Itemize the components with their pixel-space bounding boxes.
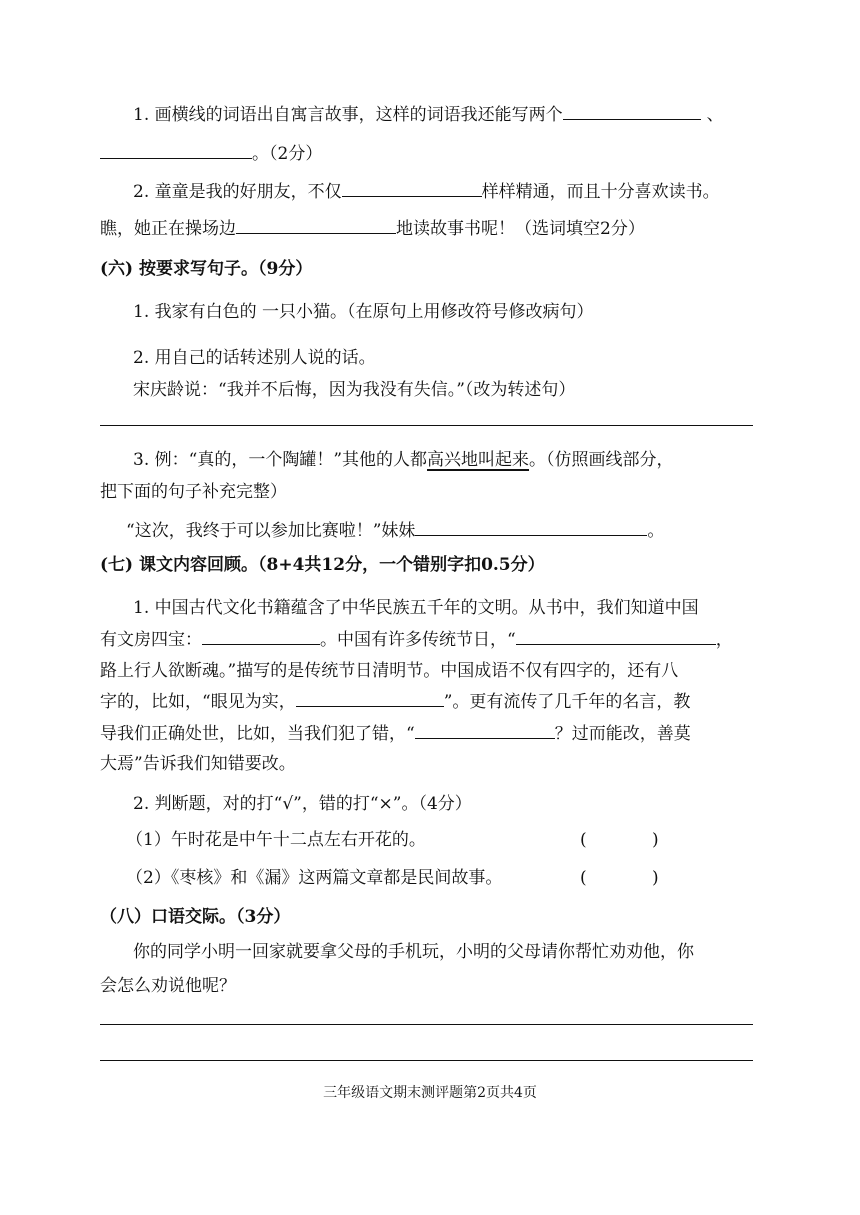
q7-1-l4-b: ”。更有流传了几千年的名言，教 — [443, 692, 691, 712]
answer-blank[interactable] — [100, 142, 252, 159]
q5-1-line1 — [133, 103, 724, 127]
q5-2-text-c: 瞧，她正在操场边 — [100, 219, 236, 239]
q8-line2: 会怎么劝说他呢？ — [100, 976, 236, 996]
q6-2-quote: 宋庆龄说：“我并不后悔，因为我没有失信。”（改为转述句） — [133, 380, 576, 400]
answer-line[interactable] — [100, 1060, 753, 1061]
q5-2-text-b: 样样精通，而且十分喜欢读书。 — [481, 182, 720, 202]
q6-3-suffix: 。（仿照画线部分， — [529, 450, 674, 470]
q5-2-line1 — [133, 180, 720, 204]
q6-3-line3-end: 。 — [647, 521, 665, 541]
section-6-title: (六) 按要求写句子。（9分） — [100, 259, 313, 279]
section-7-title: (七) 课文内容回顾。（8+4共12分，一个错别字扣0.5分） — [100, 555, 545, 575]
q7-1-l5-b: ？过而能改，善莫 — [554, 724, 691, 744]
q6-3-line2: 把下面的句子补充完整） — [100, 482, 287, 502]
q7-1-line3: 路上行人欲断魂。”描写的是传统节日清明节。中国成语不仅有四字的，还有八 — [100, 661, 679, 681]
answer-line[interactable] — [100, 425, 753, 426]
q5-2-text-d: 地读故事书呢！（选词填空2分） — [396, 219, 645, 239]
q7-1-l4-a: 字的，比如，“眼见为实， — [100, 692, 296, 712]
q6-3-line1 — [133, 448, 674, 472]
q7-2-title: 2. 判断题，对的打“√”，错的打“×”。（4分） — [133, 794, 472, 814]
section-8-title: （八）口语交际。（3分） — [100, 907, 291, 927]
answer-blank[interactable] — [236, 217, 396, 234]
q6-3-line3 — [126, 519, 664, 543]
answer-blank[interactable] — [563, 103, 701, 120]
answer-blank[interactable] — [296, 690, 444, 707]
q7-1-line2 — [100, 628, 733, 652]
q5-1-text: 1. 画横线的词语出自寓言故事，这样的词语我还能写两个 — [133, 105, 563, 125]
q5-2-line2 — [100, 217, 645, 241]
q6-3-underlined: 高兴地叫起来 — [427, 450, 530, 470]
q8-line1: 你的同学小明一回家就要拿父母的手机玩，小明的父母请你帮忙劝劝他，你 — [133, 942, 694, 962]
q7-1-l2-a: 有文房四宝： — [100, 630, 202, 650]
q7-1-line6: 大焉”告诉我们知错要改。 — [100, 754, 296, 774]
q6-3-prefix: 3. 例：“真的，一个陶罐！”其他的人都 — [133, 450, 428, 470]
q6-2: 2. 用自己的话转述别人说的话。 — [133, 348, 376, 368]
answer-blank[interactable] — [342, 180, 482, 197]
q5-1-line2 — [100, 142, 322, 166]
q6-1: 1. 我家有白色的 一只小猫。（在原句上用修改符号修改病句） — [133, 302, 594, 322]
q7-1-l2-b: 。中国有许多传统节日，“ — [320, 630, 516, 650]
q7-1-l5-a: 导我们正确处世，比如，当我们犯了错，“ — [100, 724, 415, 744]
judge-item-1: （1）午时花是中午十二点左右开花的。 — [126, 830, 426, 850]
judge-close-paren: ) — [652, 830, 659, 850]
judge-open-paren[interactable]: ( — [580, 830, 587, 850]
q7-1-l2-c: ， — [715, 630, 733, 650]
q5-1-end: 。（2分） — [252, 144, 323, 164]
q6-3-line3-a: “这次，我终于可以参加比赛啦！”妹妹 — [126, 521, 416, 541]
judge-close-paren: ) — [652, 868, 659, 888]
judge-open-paren[interactable]: ( — [580, 868, 587, 888]
answer-blank[interactable] — [516, 628, 716, 645]
answer-blank[interactable] — [202, 628, 320, 645]
q5-2-text-a: 2. 童童是我的好朋友，不仅 — [133, 182, 342, 202]
answer-blank[interactable] — [415, 722, 555, 739]
q7-1-line1: 1. 中国古代文化书籍蕴含了中华民族五千年的文明。从书中，我们知道中国 — [133, 598, 699, 618]
q7-1-line4 — [100, 690, 690, 714]
answer-line[interactable] — [100, 1024, 753, 1025]
separator: 、 — [706, 105, 724, 125]
answer-blank[interactable] — [415, 519, 647, 536]
page-footer: 三年级语文期末测评题第2页共4页 — [323, 1085, 537, 1101]
judge-item-2: （2）《枣核》和《漏》这两篇文章都是民间故事。 — [126, 868, 503, 888]
q7-1-line5 — [100, 722, 691, 746]
